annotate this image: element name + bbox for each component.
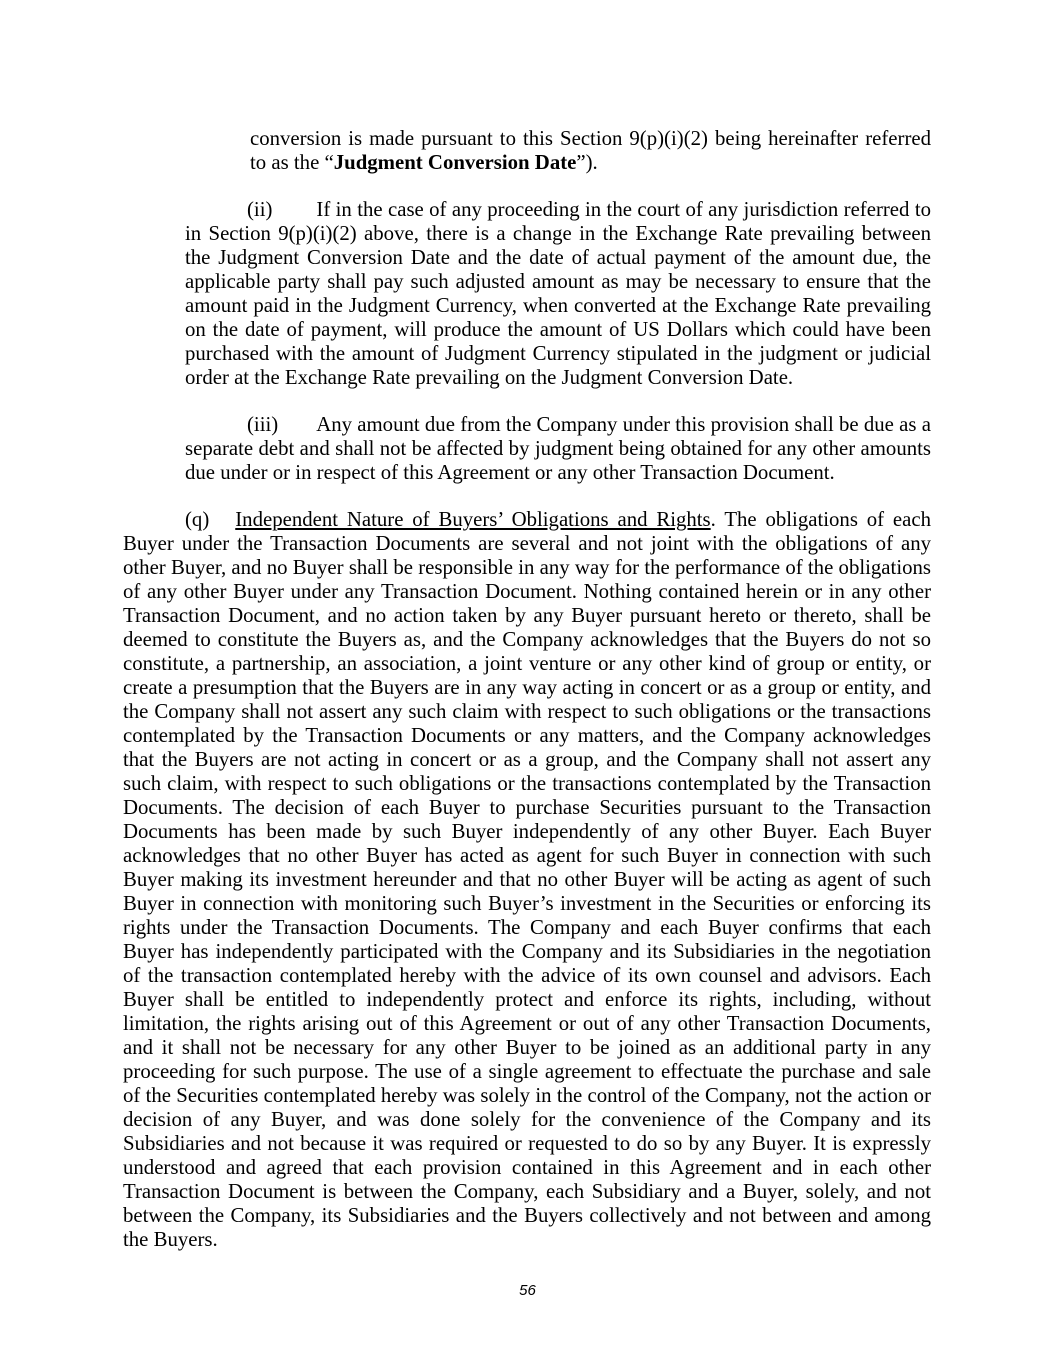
paragraph-judgment-conversion-continuation [250,127,931,175]
clause-marker: (iii) [247,413,279,436]
paragraph-clause-iii [185,413,931,485]
paragraph-text: conversion is made pursuant to this Section 9(p)(i)(2) being hereinafter referred to as the “ [250,127,931,174]
paragraph-text: Any amount due from the Company under this provision shall be due as a separate debt and shall not be affected by judgment being obtained for any other amounts due under or in respect of this Agreement or any other Transaction Document. [185,413,931,484]
paragraph-text: ”). [576,151,598,174]
clause-marker: (ii) [247,198,273,221]
paragraph-text: . The obligations of each Buyer under the Transaction Documents are several and not joint with the obligations of any other Buyer, and no Buyer shall be responsible in any way for the performance of the obligations of any other Buyer under any Transaction Document. Nothing contained herein or in any other Transaction Document, and no action taken by any Buyer pursuant hereto or thereto, shall be deemed to constitute the Buyers as, and the Company acknowledges that the Buyers do not so constitute, a partnership, an association, a joint venture or any other kind of group or entity, or create a presumption that the Buyers are in any way acting in concert or as a group or entity, and the Company shall not assert any such claim with respect to such obligations or the transactions contemplated by the Transaction Documents or any matters, and the Company acknowledges that the Buyers are not acting in concert or as a group, and the Company shall not assert any such claim, with respect to such obligations or the transactions contemplated by the Transaction Documents. The decision of each Buyer to purchase Securities pursuant to the Transaction Documents has been made by such Buyer independently of any other Buyer. Each Buyer acknowledges that no other Buyer has acted as agent for such Buyer in connection with such Buyer making its investment hereunder and that no other Buyer will be acting as agent of such Buyer in connection with monitoring such Buyer’s investment in the Securities or enforcing its rights under the Transaction Documents. The Company and each Buyer confirms that each Buyer has independently participated with the Company and its Subsidiaries in the negotiation of the transaction contemplated hereby with the advice of its own counsel and advisors. Each Buyer shall be entitled to independently protect and enforce its rights, including, without limitation, the rights arising out of this Agreement or out of any other Transaction Documents, and it shall not be necessary for any other Buyer to be joined as an additional party in any proceeding for such purpose. The use of a single agreement to effectuate the purchase and sale of the Securities contemplated hereby was solely in the control of the Company, not the action or decision of any Buyer, and was done solely for the convenience of the Company and its Subsidiaries and not because it was required or requested to do so by any Buyer. It is expressly understood and agreed that each provision contained in this Agreement and in each other Transaction Document is between the Company, each Subsidiary and a Buyer, solely, and not between the Company, its Subsidiaries and the Buyers collectively and not between and among the Buyers. [123,508,931,1251]
paragraph-clause-q [123,508,931,1252]
defined-term-judgment-conversion-date: Judgment Conversion Date [333,151,577,174]
paragraph-clause-ii [185,198,931,390]
section-heading-independent-nature: Independent Nature of Buyers’ Obligations and Rights [235,508,711,531]
clause-marker: (q) [185,508,210,531]
paragraph-text: If in the case of any proceeding in the court of any jurisdiction referred to in Section 9(p)(i)(2) above, there is a change in the Exchange Rate prevailing between the Judgment Conversion Date and the date of actual payment of the amount due, the applicable party shall pay such adjusted amount as may be necessary to ensure that the amount paid in the Judgment Currency, when converted at the Exchange Rate prevailing on the date of payment, will produce the amount of US Dollars which could have been purchased with the amount of Judgment Currency stipulated in the judgment or judicial order at the Exchange Rate prevailing on the Judgment Conversion Date. [185,198,931,389]
page-number: 56 [519,1282,536,1299]
document-body [123,127,931,1275]
